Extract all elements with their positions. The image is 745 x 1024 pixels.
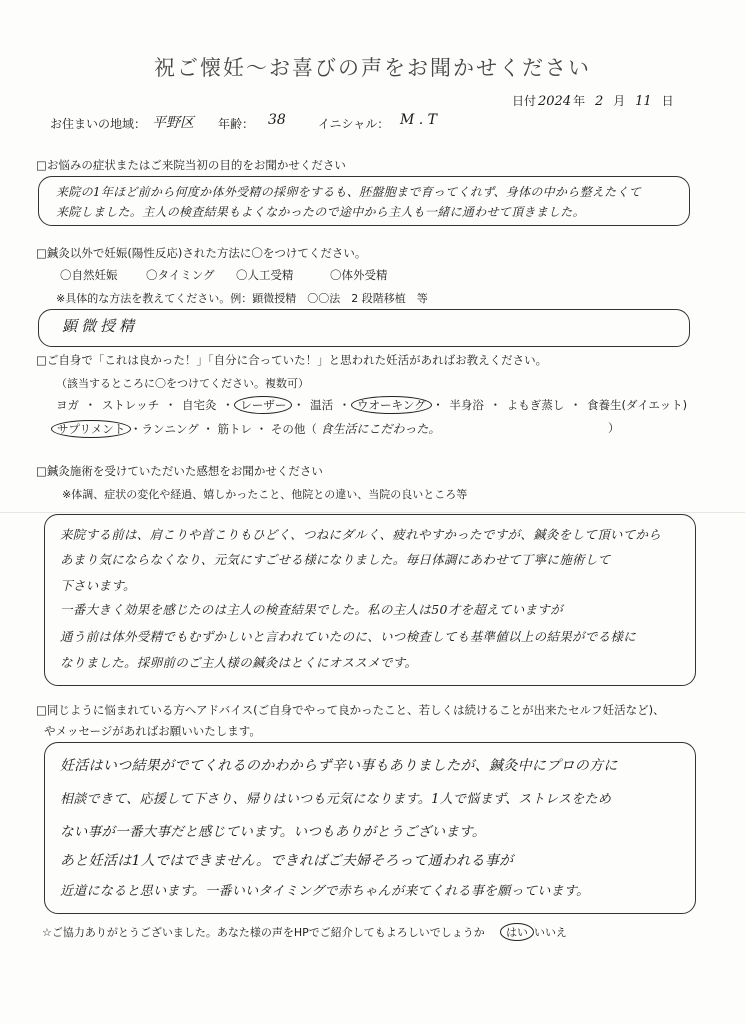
q5-answer-line: ない事が一番大事だと感じています。いつもありがとうございます。 bbox=[60, 824, 486, 840]
option-supplement-circled: サプリメント bbox=[51, 420, 131, 438]
option-other: ・ その他（ bbox=[255, 422, 317, 436]
q4-answer-line: あまり気にならなくなり、元気にすごせる様になりました。毎日体調にあわせて丁寧に施術して bbox=[60, 552, 611, 567]
q5-answer-line: 相談できて、応援して下さり、帰りはいつも元気になります。1人で悩まず、ストレスをため bbox=[60, 792, 612, 807]
area-label: お住まいの地域： bbox=[50, 117, 147, 131]
date-line bbox=[512, 92, 674, 109]
option-walking-circled: ウオーキング bbox=[351, 396, 432, 414]
consent-options bbox=[500, 924, 567, 940]
separator: ・ bbox=[432, 398, 444, 412]
date-month-suffix: 月 bbox=[613, 94, 626, 108]
option-training: ・ 筋トレ bbox=[202, 422, 253, 436]
age-value: 38 bbox=[268, 112, 286, 128]
separator: ・ bbox=[569, 398, 582, 412]
q4-answer-line: なりました。採卵前のご主人様の鍼灸はとくにオススメです。 bbox=[60, 655, 418, 670]
date-day-suffix: 日 bbox=[661, 94, 674, 108]
date-year: 2024 bbox=[538, 94, 572, 109]
separator: ・ bbox=[222, 398, 234, 412]
q3-options-row2 bbox=[56, 420, 440, 437]
option-ivf-selected: 〇体外受精 bbox=[330, 268, 388, 282]
option-laser-circled: レーザー bbox=[234, 396, 292, 414]
q4-answer-line: 来院する前は、肩こりや首こりもひどく、つねにダルく、疲れやすかったですが、鍼灸をして頂いてから bbox=[60, 527, 662, 542]
option-yoga: ヨガ bbox=[56, 398, 79, 412]
separator: ・ bbox=[292, 398, 305, 412]
q3-options-row1 bbox=[56, 397, 687, 413]
other-answer: 食生活にこだわった。 bbox=[320, 422, 441, 436]
option-half-bath: 半身浴 bbox=[449, 398, 484, 412]
consent-yes-circled: はい bbox=[500, 923, 534, 941]
option-warming: 温活 bbox=[310, 398, 334, 412]
separator: ・ bbox=[164, 398, 177, 412]
q1-answer-line: 来院の1年ほど前から何度か体外受精の採卵をするも、胚盤胞まで育ってくれず、身体の中から整えたくて bbox=[56, 185, 642, 199]
consent-no: いいえ bbox=[534, 926, 567, 939]
q1-answer-line: 来院しました。主人の検査結果もよくなかったので途中から主人も一緒に通わせて頂きました。 bbox=[56, 205, 585, 219]
option-stretch: ストレッチ bbox=[101, 398, 160, 412]
age-label: 年齢： bbox=[218, 117, 255, 131]
separator: ・ bbox=[338, 398, 351, 412]
option-natural: 〇自然妊娠 bbox=[60, 268, 118, 282]
option-moxa: 自宅灸 bbox=[182, 398, 217, 412]
q5-question-line2: やメッセージがあればお願いいたします。 bbox=[44, 724, 261, 738]
initial-value: M . T bbox=[400, 112, 438, 128]
q2-answer: 顕微授精 bbox=[62, 317, 139, 335]
q5-answer-line: 近道になると思います。一番いいタイミングで赤ちゃんが来てくれる事を願っています。 bbox=[60, 884, 590, 899]
separator: ・ bbox=[84, 398, 97, 412]
q4-answer-line: 通う前は体外受精でもむずかしいと言われていたのに、いつ検査しても基準値以上の結果がでる様に bbox=[60, 629, 637, 644]
initial-label: イニシャル： bbox=[318, 117, 390, 131]
form-title: 祝ご懐妊～お喜びの声をお聞かせください bbox=[154, 56, 591, 80]
area-value: 平野区 bbox=[152, 115, 194, 131]
q4-answer-line: 下さいます。 bbox=[60, 578, 136, 593]
q5-answer-line: 妊活はいつ結果がでてくれるのかわからず辛い事もありましたが、鍼灸中にプロの方に bbox=[60, 758, 618, 774]
date-year-suffix: 年 bbox=[573, 94, 586, 108]
option-running: ・ランニング bbox=[129, 422, 199, 436]
date-label: 日付 bbox=[512, 94, 537, 108]
date-month: 2 bbox=[594, 94, 604, 109]
q4-question: □鍼灸施術を受けていただいた感想をお聞かせください bbox=[36, 464, 323, 478]
date-day: 11 bbox=[635, 94, 652, 109]
other-close-paren: ） bbox=[608, 421, 620, 435]
paper-fold-line bbox=[0, 512, 745, 513]
q4-answer-line: 一番大きく効果を感じたのは主人の検査結果でした。私の主人は50才を超えていますが bbox=[60, 602, 563, 617]
q1-question: □お悩みの症状またはご来院当初の目的をお聞かせください bbox=[36, 158, 346, 172]
q5-question-line1: □同じように悩まれている方へアドバイス(ご自身でやって良かったこと、若しくは続けることが出来たセルフ妊活など)、 bbox=[36, 703, 665, 717]
option-artificial: 〇人工受精 bbox=[236, 268, 294, 282]
q3-note: （該当するところに〇をつけてください。複数可） bbox=[56, 377, 309, 390]
q2-question: □鍼灸以外で妊娠(陽性反応)された方法に〇をつけてください。 bbox=[36, 246, 367, 260]
option-diet: 食養生(ダイエット) bbox=[587, 398, 688, 412]
separator: ・ bbox=[489, 398, 502, 412]
q2-note: ※具体的な方法を教えてください。例：顕微授精 〇〇法 2 段階移植 等 bbox=[56, 292, 428, 305]
q4-note: ※体調、症状の変化や経過、嬉しかったこと、他院との違い、当院の良いところ等 bbox=[62, 488, 468, 501]
footer-consent: ☆ご協力ありがとうございました。あなた様の声をHPでご紹介してもよろしいでしょうか bbox=[42, 926, 485, 939]
option-yomogi: よもぎ蒸し bbox=[506, 398, 565, 412]
option-timing: 〇タイミング bbox=[146, 268, 215, 282]
q3-question: □ご自身で「これは良かった！」「自分に合っていた！」と思われた妊活があればお教えください。 bbox=[36, 353, 548, 367]
q5-answer-line: あと妊活は1人ではできません。できればご夫婦そろって通われる事が bbox=[60, 853, 514, 869]
